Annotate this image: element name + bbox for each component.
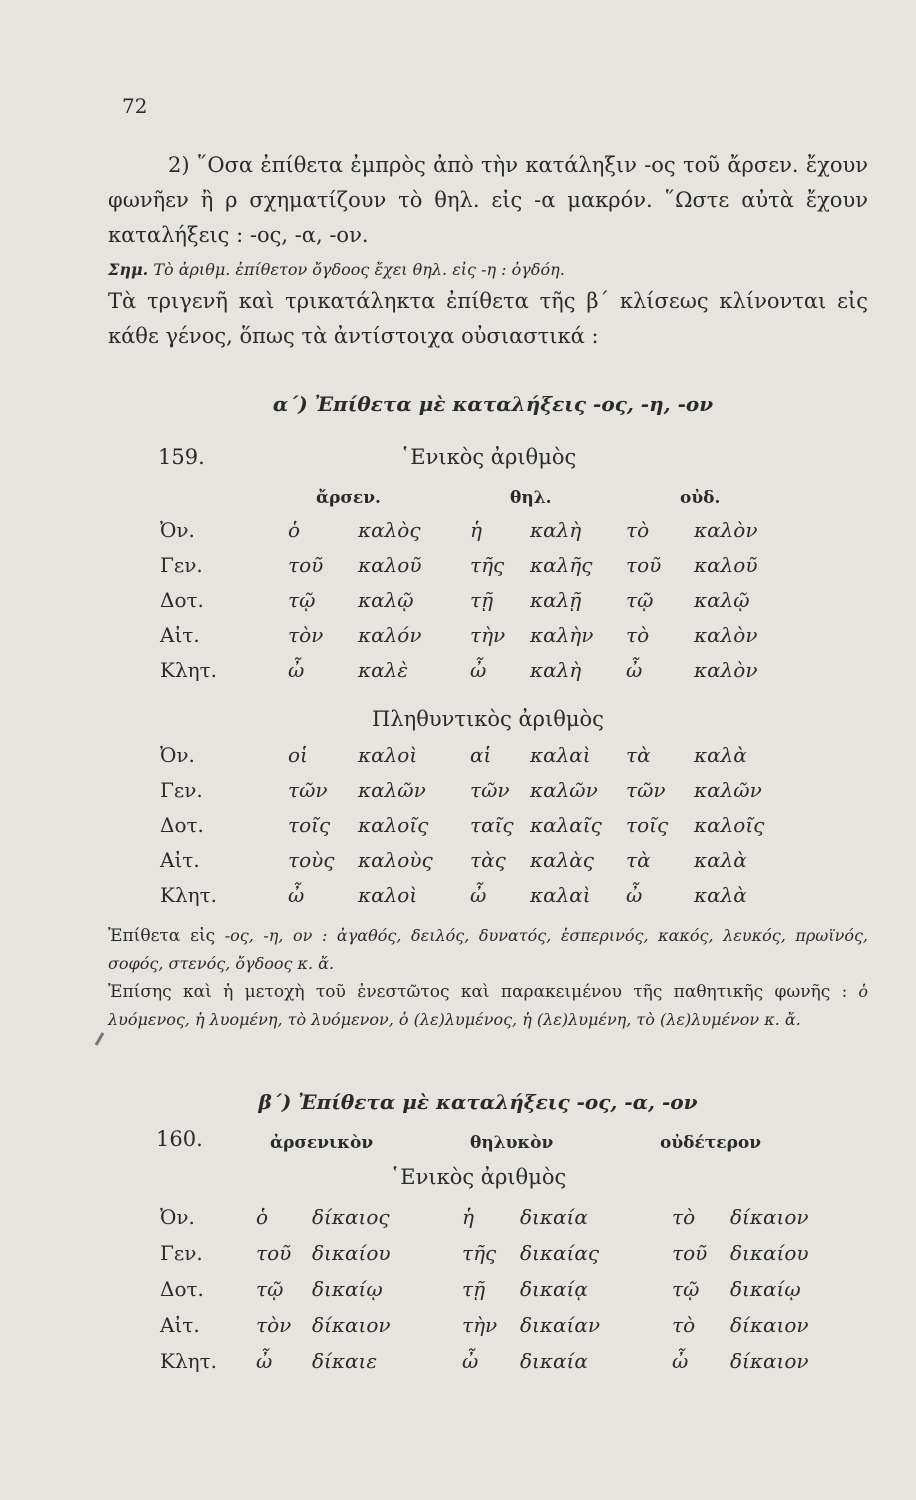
adjective-form: δικαίου [312, 1241, 391, 1265]
adjective-form: καλὸν [694, 658, 758, 682]
adjective-form: καλῆς [530, 553, 593, 577]
case-label: Δοτ. [160, 813, 204, 837]
article: ὁ [256, 1205, 269, 1229]
adjective-form: καλοῖς [694, 813, 765, 837]
article: τοῦ [256, 1241, 292, 1265]
examples-2-lead: Ἐπίσης καὶ ἡ μετοχὴ τοῦ ἐνεστῶτος καὶ παρακειμένου τῆς παθητικῆς φωνῆς : [108, 982, 848, 1002]
note-label: Σημ. [108, 260, 149, 279]
a-singular-row [0, 518, 916, 552]
article: ὦ [470, 658, 487, 682]
col-neut-a: οὐδ. [680, 488, 721, 508]
case-label: Κλητ. [160, 883, 218, 907]
article: τοῖς [288, 813, 331, 837]
article: ἡ [470, 518, 482, 542]
article: τοῦ [288, 553, 324, 577]
article: ἡ [462, 1205, 474, 1229]
article: ὦ [288, 883, 305, 907]
case-label: Αἰτ. [160, 1313, 200, 1337]
article: τῶν [470, 778, 510, 802]
article: τὰ [626, 848, 651, 872]
article: τὸ [626, 623, 650, 647]
adjective-form: καλὸν [694, 623, 758, 647]
article: αἱ [470, 743, 492, 767]
adjective-form: δικαίαν [520, 1313, 601, 1337]
a-singular-row [0, 658, 916, 692]
adjective-form: καλοὶ [358, 883, 418, 907]
section-b-heading: β´) Ἐπίθετα μὲ καταλήξεις -ος, -α, -ον [258, 1090, 698, 1114]
article: τῶν [626, 778, 666, 802]
b-singular-row [0, 1205, 916, 1239]
paragraph-rule-2-text: 2) ῞Οσα ἐπίθετα ἐμπρὸς ἀπὸ τὴν κατάληξιν -ος τοῦ ἄρσεν. ἔχουν φωνῆεν ἢ ρ σχηματίζουν τὸ θηλ. εἰς -α μακρόν. ῞Ωστε αὐτὰ ἔχουν καταλήξεις : -ος, -α, -ον. [108, 153, 868, 247]
article: τῇ [470, 588, 494, 612]
article: ὦ [256, 1349, 273, 1373]
article: τῷ [626, 588, 654, 612]
case-label: Αἰτ. [160, 848, 200, 872]
adjective-form: δίκαιον [312, 1313, 391, 1337]
adjective-form: καλοῦ [694, 553, 758, 577]
adjective-form: δικαίᾳ [520, 1277, 588, 1301]
adjective-form: καλῷ [358, 588, 414, 612]
article: τῷ [288, 588, 316, 612]
case-label: Κλητ. [160, 658, 218, 682]
article: τὸν [288, 623, 324, 647]
b-singular-row [0, 1349, 916, 1383]
adjective-form: δίκαιε [312, 1349, 378, 1373]
paragraph-rule-2 [108, 148, 868, 253]
adjective-form: δίκαιον [730, 1313, 809, 1337]
page-number: 72 [122, 94, 148, 118]
adjective-form: καλοὶ [358, 743, 418, 767]
b-singular-row [0, 1313, 916, 1347]
adjective-form: καλῷ [694, 588, 750, 612]
section-a-plural-label: Πληθυντικὸς ἀριθμὸς [372, 707, 604, 731]
case-label: Δοτ. [160, 1277, 204, 1301]
case-label: Αἰτ. [160, 623, 200, 647]
article: ὦ [288, 658, 305, 682]
case-label: Γεν. [160, 778, 203, 802]
adjective-form: δικαία [520, 1205, 588, 1229]
article: τοῦ [626, 553, 662, 577]
article: τῶν [288, 778, 328, 802]
case-label: Δοτ. [160, 588, 204, 612]
a-plural-row [0, 848, 916, 882]
article: τῆς [462, 1241, 497, 1265]
section-a-number: 159. [158, 445, 205, 469]
examples-1-list: -ος, -η, ον : ἀγαθός, δειλός, δυνατός, ἑσπερινός, κακός, λευκός, πρωϊνός, σοφός, στενός, ὄγδοος κ. ἄ. [108, 926, 868, 973]
a-plural-row [0, 743, 916, 777]
article: τὸν [256, 1313, 292, 1337]
adjective-form: δικαίῳ [312, 1277, 383, 1301]
adjective-form: καλὰ [694, 743, 747, 767]
adjective-form: καλαὶ [530, 743, 591, 767]
article: ὦ [672, 1349, 689, 1373]
a-plural-row [0, 813, 916, 847]
article: τῷ [256, 1277, 284, 1301]
adjective-form: καλῶν [358, 778, 426, 802]
adjective-form: δίκαιον [730, 1349, 809, 1373]
article: τὰς [470, 848, 506, 872]
adjective-form: καλοὺς [358, 848, 433, 872]
article: ὦ [626, 658, 643, 682]
case-label: Κλητ. [160, 1349, 218, 1373]
adjective-form: δικαίας [520, 1241, 600, 1265]
article: ὦ [470, 883, 487, 907]
article: τοῦ [672, 1241, 708, 1265]
case-label: Γεν. [160, 1241, 203, 1265]
section-a-singular-label: ῾Ενικὸς ἀριθμὸς [399, 445, 577, 469]
examples-1-lead: Ἐπίθετα εἰς [108, 926, 216, 946]
article: τὰ [626, 743, 651, 767]
adjective-form: δικαίῳ [730, 1277, 801, 1301]
article: τῇ [462, 1277, 486, 1301]
margin-mark [95, 1032, 105, 1046]
section-b-singular-label: ῾Ενικὸς ἀριθμὸς [389, 1165, 567, 1189]
adjective-form: καλαὶ [530, 883, 591, 907]
adjective-form: καλὰς [530, 848, 595, 872]
note-text: Τὸ ἀριθμ. ἐπίθετον ὄγδοος ἔχει θηλ. εἰς -η : ὀγδόη. [153, 260, 565, 279]
section-a-heading: α´) Ἐπίθετα μὲ καταλήξεις -ος, -η, -ον [272, 392, 714, 416]
adjective-form: καλαῖς [530, 813, 602, 837]
note [108, 252, 868, 287]
a-singular-row [0, 623, 916, 657]
adjective-form: καλὲ [358, 658, 409, 682]
article: τὸ [672, 1313, 696, 1337]
section-b-number: 160. [156, 1127, 203, 1151]
examples-paragraph-1 [108, 922, 868, 978]
article: ὁ [288, 518, 301, 542]
col-masc-a: ἄρσεν. [316, 488, 381, 508]
article: τῷ [672, 1277, 700, 1301]
adjective-form: καλὰ [694, 883, 747, 907]
adjective-form: καλῶν [530, 778, 598, 802]
case-label: Ὀν. [160, 1205, 195, 1229]
adjective-form: δικαία [520, 1349, 588, 1373]
b-singular-row [0, 1277, 916, 1311]
adjective-form: καλῇ [530, 588, 582, 612]
adjective-form: καλὴν [530, 623, 594, 647]
article: τοῖς [626, 813, 669, 837]
adjective-form: καλόν [358, 623, 422, 647]
article: ταῖς [470, 813, 514, 837]
article: τῆς [470, 553, 505, 577]
examples-2-list: ὁ λυόμενος, ἡ λυομένη, τὸ λυόμενον, ὁ (λε)λυμένος, ἡ (λε)λυμένη, τὸ (λε)λυμένον κ. ἄ. [108, 982, 868, 1029]
adjective-form: καλοῦ [358, 553, 422, 577]
a-plural-row [0, 883, 916, 917]
article: τὸ [672, 1205, 696, 1229]
case-label: Ὀν. [160, 743, 195, 767]
b-singular-row [0, 1241, 916, 1275]
adjective-form: καλὴ [530, 658, 582, 682]
a-singular-row [0, 588, 916, 622]
article: οἱ [288, 743, 308, 767]
paragraph-declension: Τὰ τριγενῆ καὶ τρικατάληκτα ἐπίθετα τῆς β´ κλίσεως κλίνονται εἰς κάθε γένος, ὅπως τὰ ἀντίστοιχα οὐσιαστικά : [108, 289, 868, 348]
adjective-form: καλὸς [358, 518, 421, 542]
article: τὸ [626, 518, 650, 542]
adjective-form: δίκαιον [730, 1205, 809, 1229]
examples-paragraph-2 [108, 978, 868, 1034]
article: τὴν [462, 1313, 498, 1337]
adjective-form: καλοῖς [358, 813, 429, 837]
adjective-form: δικαίου [730, 1241, 809, 1265]
article: τὴν [470, 623, 506, 647]
adjective-form: δίκαιος [312, 1205, 390, 1229]
a-plural-row [0, 778, 916, 812]
adjective-form: καλὴ [530, 518, 582, 542]
col-fem-a: θηλ. [510, 488, 552, 508]
adjective-form: καλῶν [694, 778, 762, 802]
article: τοὺς [288, 848, 335, 872]
col-fem-b: θηλυκὸν [470, 1133, 554, 1153]
a-singular-row [0, 553, 916, 587]
article: ὦ [462, 1349, 479, 1373]
case-label: Γεν. [160, 553, 203, 577]
article: ὦ [626, 883, 643, 907]
col-masc-b: ἀρσενικὸν [270, 1133, 374, 1153]
case-label: Ὀν. [160, 518, 195, 542]
adjective-form: καλὸν [694, 518, 758, 542]
adjective-form: καλὰ [694, 848, 747, 872]
col-neut-b: οὐδέτερον [660, 1133, 762, 1153]
